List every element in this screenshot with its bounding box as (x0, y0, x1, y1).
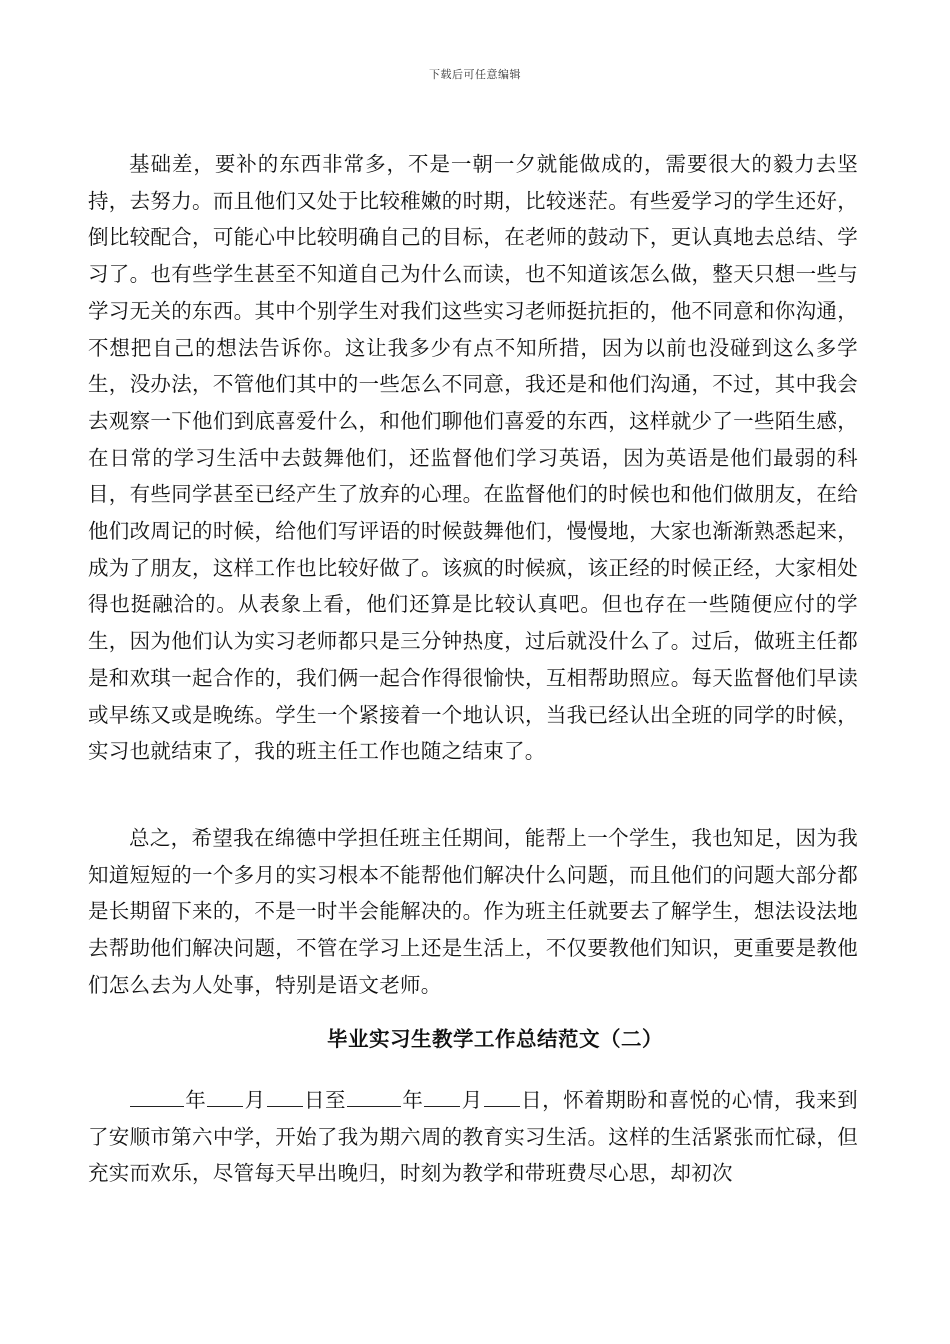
paragraph-text (88, 1082, 858, 1192)
body-paragraph-2 (88, 820, 858, 1004)
blank-underline (207, 1084, 243, 1107)
blank-underline (347, 1084, 401, 1107)
page-header: 下载后可任意编辑 (429, 68, 521, 81)
blank-underline (424, 1084, 460, 1107)
blank-underline (267, 1084, 303, 1107)
date-text-month: 月 (244, 1088, 266, 1112)
date-text-year: 年 (402, 1088, 424, 1112)
date-text-year: 年 (185, 1088, 207, 1112)
blank-underline (130, 1084, 184, 1107)
paragraph-continuation: 日，怀着期盼和喜悦的心情，我来到了安顺市第六中学，开始了我为期六周的教育实习生活。这样的生活紧张而忙碌，但充实而欢乐，尽管每天早出晚归，时刻为教学和带班费尽心思，却初次 (88, 1088, 858, 1186)
paragraph-text: 基础差，要补的东西非常多，不是一朝一夕就能做成的，需要很大的毅力去坚持，去努力。而且他们又处于比较稚嫩的时期，比较迷茫。有些爱学习的学生还好，倒比较配合，可能心中比较明确自己的目标，在老师的鼓动下，更认真地去总结、学习了。也有些学生甚至不知道自己为什么而读，也不知道该怎么做，整天只想一些与学习无关的东西。其中个别学生对我们这些实习老师挺抗拒的，他不同意和你沟通，不想把自己的想法告诉你。这让我多少有点不知所措，因为以前也没碰到这么多学生，没办法，不管他们其中的一些怎么不同意，我还是和他们沟通，不过，其中我会去观察一下他们到底喜爱什么，和他们聊他们喜爱的东西，这样就少了一些陌生感，在日常的学习生活中去鼓舞他们，还监督他们学习英语，因为英语是他们最弱的科目，有些同学甚至已经产生了放弃的心理。在监督他们的时候也和他们做朋友，在给他们改周记的时候，给他们写评语的时候鼓舞他们，慢慢地，大家也渐渐熟悉起来，成为了朋友，这样工作也比较好做了。该疯的时候疯，该正经的时候正经，大家相处得也挺融洽的。从表象上看，他们还算是比较认真吧。但也存在一些随便应付的学生，因为他们认为实习老师都只是三分钟热度，过后就没什么了。过后，做班主任都是和欢琪一起合作的，我们俩一起合作得很愉快，互相帮助照应。每天监督他们早读或早练又或是晚练。学生一个紧接着一个地认识，当我已经认出全班的同学的时候，实习也就结束了，我的班主任工作也随之结束了。 (88, 152, 858, 764)
section-title: 毕业实习生教学工作总结范文（二） (327, 1027, 663, 1051)
paragraph-text: 总之，希望我在绵德中学担任班主任期间，能帮上一个学生，我也知足，因为我知道短短的一个多月的实习根本不能帮他们解决什么问题，而且他们的问题大部分都是长期留下来的，不是一时半会能解决的。作为班主任就要去了解学生，想法设法地去帮助他们解决问题，不管在学习上还是生活上，不仅要教他们知识，更重要是教他们怎么去为人处事，特别是语文老师。 (88, 826, 858, 997)
date-text-day: 日至 (303, 1088, 347, 1112)
date-text-month: 月 (461, 1088, 483, 1112)
blank-underline (484, 1084, 520, 1107)
body-paragraph-3 (88, 1082, 858, 1192)
body-paragraph-1 (88, 146, 858, 770)
